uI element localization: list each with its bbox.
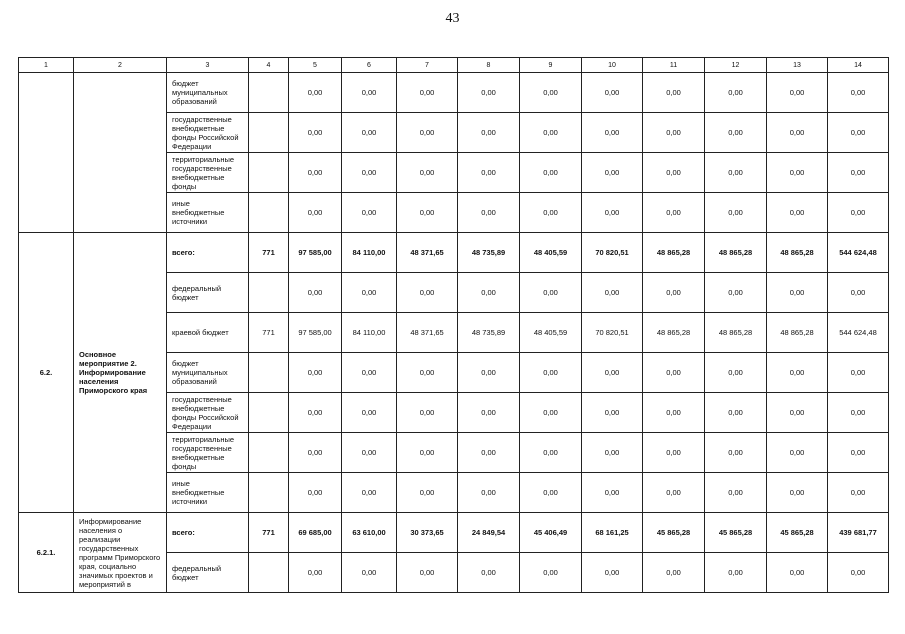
grbs-code [249,553,289,593]
amount-cell: 0,00 [342,193,397,233]
budget-table [18,57,889,593]
measure-code [19,73,74,233]
amount-cell: 544 624,48 [828,233,889,273]
amount-cell: 48 735,89 [458,313,520,353]
amount-cell: 0,00 [828,433,889,473]
amount-cell: 0,00 [582,433,643,473]
amount-cell: 0,00 [520,433,582,473]
header-cell: 10 [582,58,643,73]
amount-cell: 0,00 [705,473,767,513]
amount-cell: 0,00 [458,73,520,113]
amount-cell: 0,00 [397,273,458,313]
header-cell: 9 [520,58,582,73]
amount-cell: 48 405,59 [520,233,582,273]
amount-cell: 0,00 [342,273,397,313]
measure-name: Основное мероприятие 2. Информирование населения Приморского края [74,233,167,513]
amount-cell: 84 110,00 [342,313,397,353]
funding-source: федеральный бюджет [167,273,249,313]
amount-cell: 0,00 [342,553,397,593]
amount-cell: 48 865,28 [705,313,767,353]
amount-cell: 0,00 [289,393,342,433]
amount-cell: 0,00 [342,433,397,473]
grbs-code [249,473,289,513]
amount-cell: 63 610,00 [342,513,397,553]
header-cell: 14 [828,58,889,73]
amount-cell: 0,00 [643,473,705,513]
amount-cell: 0,00 [458,393,520,433]
amount-cell: 0,00 [458,273,520,313]
amount-cell: 0,00 [458,193,520,233]
grbs-code: 771 [249,313,289,353]
amount-cell: 0,00 [397,193,458,233]
amount-cell: 70 820,51 [582,233,643,273]
amount-cell: 0,00 [705,433,767,473]
amount-cell: 0,00 [289,113,342,153]
amount-cell: 0,00 [458,553,520,593]
amount-cell: 0,00 [397,473,458,513]
amount-cell: 0,00 [342,73,397,113]
header-cell: 12 [705,58,767,73]
amount-cell: 68 161,25 [582,513,643,553]
amount-cell: 0,00 [643,153,705,193]
amount-cell: 0,00 [705,193,767,233]
funding-source: федеральный бюджет [167,553,249,593]
amount-cell: 0,00 [767,353,828,393]
amount-cell: 0,00 [520,193,582,233]
amount-cell: 0,00 [520,73,582,113]
table-row [19,73,889,113]
amount-cell: 0,00 [643,193,705,233]
amount-cell: 0,00 [289,553,342,593]
funding-source: всего: [167,513,249,553]
amount-cell: 45 406,49 [520,513,582,553]
amount-cell: 0,00 [705,553,767,593]
amount-cell: 0,00 [458,353,520,393]
amount-cell: 0,00 [289,273,342,313]
grbs-code [249,273,289,313]
amount-cell: 0,00 [520,393,582,433]
amount-cell: 48 865,28 [643,313,705,353]
amount-cell: 0,00 [767,553,828,593]
header-cell: 1 [19,58,74,73]
amount-cell: 0,00 [643,273,705,313]
amount-cell: 45 865,28 [643,513,705,553]
grbs-code [249,73,289,113]
amount-cell: 0,00 [705,113,767,153]
amount-cell: 0,00 [767,193,828,233]
amount-cell: 0,00 [582,153,643,193]
amount-cell: 0,00 [767,433,828,473]
amount-cell: 0,00 [520,353,582,393]
funding-source: бюджет муниципальных образований [167,73,249,113]
page-number: 43 [445,11,460,26]
amount-cell: 0,00 [342,353,397,393]
amount-cell: 48 865,28 [767,233,828,273]
amount-cell: 0,00 [397,433,458,473]
header-cell: 11 [643,58,705,73]
grbs-code: 771 [249,513,289,553]
amount-cell: 0,00 [582,273,643,313]
amount-cell: 48 735,89 [458,233,520,273]
funding-source: иные внебюджетные источники [167,193,249,233]
amount-cell: 0,00 [289,473,342,513]
amount-cell: 0,00 [520,273,582,313]
amount-cell: 0,00 [705,153,767,193]
amount-cell: 0,00 [458,153,520,193]
amount-cell: 0,00 [289,193,342,233]
amount-cell: 48 865,28 [767,313,828,353]
header-cell: 8 [458,58,520,73]
amount-cell: 97 585,00 [289,233,342,273]
amount-cell: 0,00 [397,113,458,153]
amount-cell: 0,00 [397,73,458,113]
header-cell: 7 [397,58,458,73]
amount-cell: 0,00 [828,73,889,113]
grbs-code [249,153,289,193]
amount-cell: 0,00 [828,193,889,233]
amount-cell: 48 865,28 [705,233,767,273]
amount-cell: 0,00 [767,73,828,113]
amount-cell: 0,00 [582,193,643,233]
measure-code: 6.2.1. [19,513,74,593]
amount-cell: 0,00 [582,473,643,513]
funding-source: иные внебюджетные источники [167,473,249,513]
amount-cell: 0,00 [582,73,643,113]
amount-cell: 0,00 [828,153,889,193]
amount-cell: 0,00 [828,553,889,593]
header-cell: 6 [342,58,397,73]
amount-cell: 0,00 [582,353,643,393]
amount-cell: 45 865,28 [705,513,767,553]
amount-cell: 0,00 [397,153,458,193]
grbs-code [249,193,289,233]
amount-cell: 48 371,65 [397,313,458,353]
amount-cell: 0,00 [582,113,643,153]
amount-cell: 439 681,77 [828,513,889,553]
amount-cell: 0,00 [520,553,582,593]
measure-code: 6.2. [19,233,74,513]
amount-cell: 0,00 [342,473,397,513]
amount-cell: 97 585,00 [289,313,342,353]
amount-cell: 0,00 [289,153,342,193]
amount-cell: 0,00 [643,73,705,113]
amount-cell: 0,00 [828,393,889,433]
amount-cell: 0,00 [582,393,643,433]
amount-cell: 0,00 [705,393,767,433]
amount-cell: 0,00 [643,113,705,153]
amount-cell: 0,00 [828,353,889,393]
amount-cell: 0,00 [705,353,767,393]
funding-source: территориальные государственные внебюджетные фонды [167,433,249,473]
amount-cell: 0,00 [289,73,342,113]
amount-cell: 0,00 [705,273,767,313]
amount-cell: 0,00 [643,553,705,593]
header-cell: 13 [767,58,828,73]
amount-cell: 30 373,65 [397,513,458,553]
amount-cell: 0,00 [397,393,458,433]
amount-cell: 84 110,00 [342,233,397,273]
header-row [19,58,889,73]
header-cell: 3 [167,58,249,73]
amount-cell: 0,00 [828,273,889,313]
amount-cell: 0,00 [582,553,643,593]
grbs-code [249,113,289,153]
grbs-code [249,393,289,433]
amount-cell: 0,00 [342,393,397,433]
amount-cell: 24 849,54 [458,513,520,553]
funding-source: краевой бюджет [167,313,249,353]
funding-source: территориальные государственные внебюджетные фонды [167,153,249,193]
grbs-code: 771 [249,233,289,273]
amount-cell: 0,00 [289,433,342,473]
measure-name: Информирование населения о реализации государственных программ Приморского края, социально значимых проектов и мероприятий в [74,513,167,593]
amount-cell: 0,00 [643,353,705,393]
amount-cell: 0,00 [767,393,828,433]
grbs-code [249,353,289,393]
amount-cell: 48 371,65 [397,233,458,273]
amount-cell: 0,00 [397,353,458,393]
amount-cell: 0,00 [342,113,397,153]
amount-cell: 0,00 [767,153,828,193]
amount-cell: 0,00 [643,433,705,473]
funding-source: бюджет муниципальных образований [167,353,249,393]
amount-cell: 48 405,59 [520,313,582,353]
amount-cell: 48 865,28 [643,233,705,273]
grbs-code [249,433,289,473]
funding-source: государственные внебюджетные фонды Российской Федерации [167,393,249,433]
funding-source: всего: [167,233,249,273]
amount-cell: 0,00 [458,473,520,513]
amount-cell: 0,00 [342,153,397,193]
header-cell: 2 [74,58,167,73]
amount-cell: 0,00 [520,473,582,513]
amount-cell: 0,00 [397,553,458,593]
amount-cell: 0,00 [705,73,767,113]
amount-cell: 0,00 [520,153,582,193]
amount-cell: 0,00 [289,353,342,393]
amount-cell: 45 865,28 [767,513,828,553]
amount-cell: 0,00 [767,273,828,313]
amount-cell: 0,00 [458,113,520,153]
table-row [19,233,889,273]
amount-cell: 70 820,51 [582,313,643,353]
measure-name [74,73,167,233]
amount-cell: 0,00 [520,113,582,153]
amount-cell: 0,00 [767,113,828,153]
amount-cell: 0,00 [828,113,889,153]
funding-source: государственные внебюджетные фонды Российской Федерации [167,113,249,153]
amount-cell: 0,00 [458,433,520,473]
amount-cell: 69 685,00 [289,513,342,553]
amount-cell: 0,00 [767,473,828,513]
amount-cell: 0,00 [643,393,705,433]
table-row [19,513,889,553]
amount-cell: 0,00 [828,473,889,513]
header-cell: 4 [249,58,289,73]
header-cell: 5 [289,58,342,73]
amount-cell: 544 624,48 [828,313,889,353]
